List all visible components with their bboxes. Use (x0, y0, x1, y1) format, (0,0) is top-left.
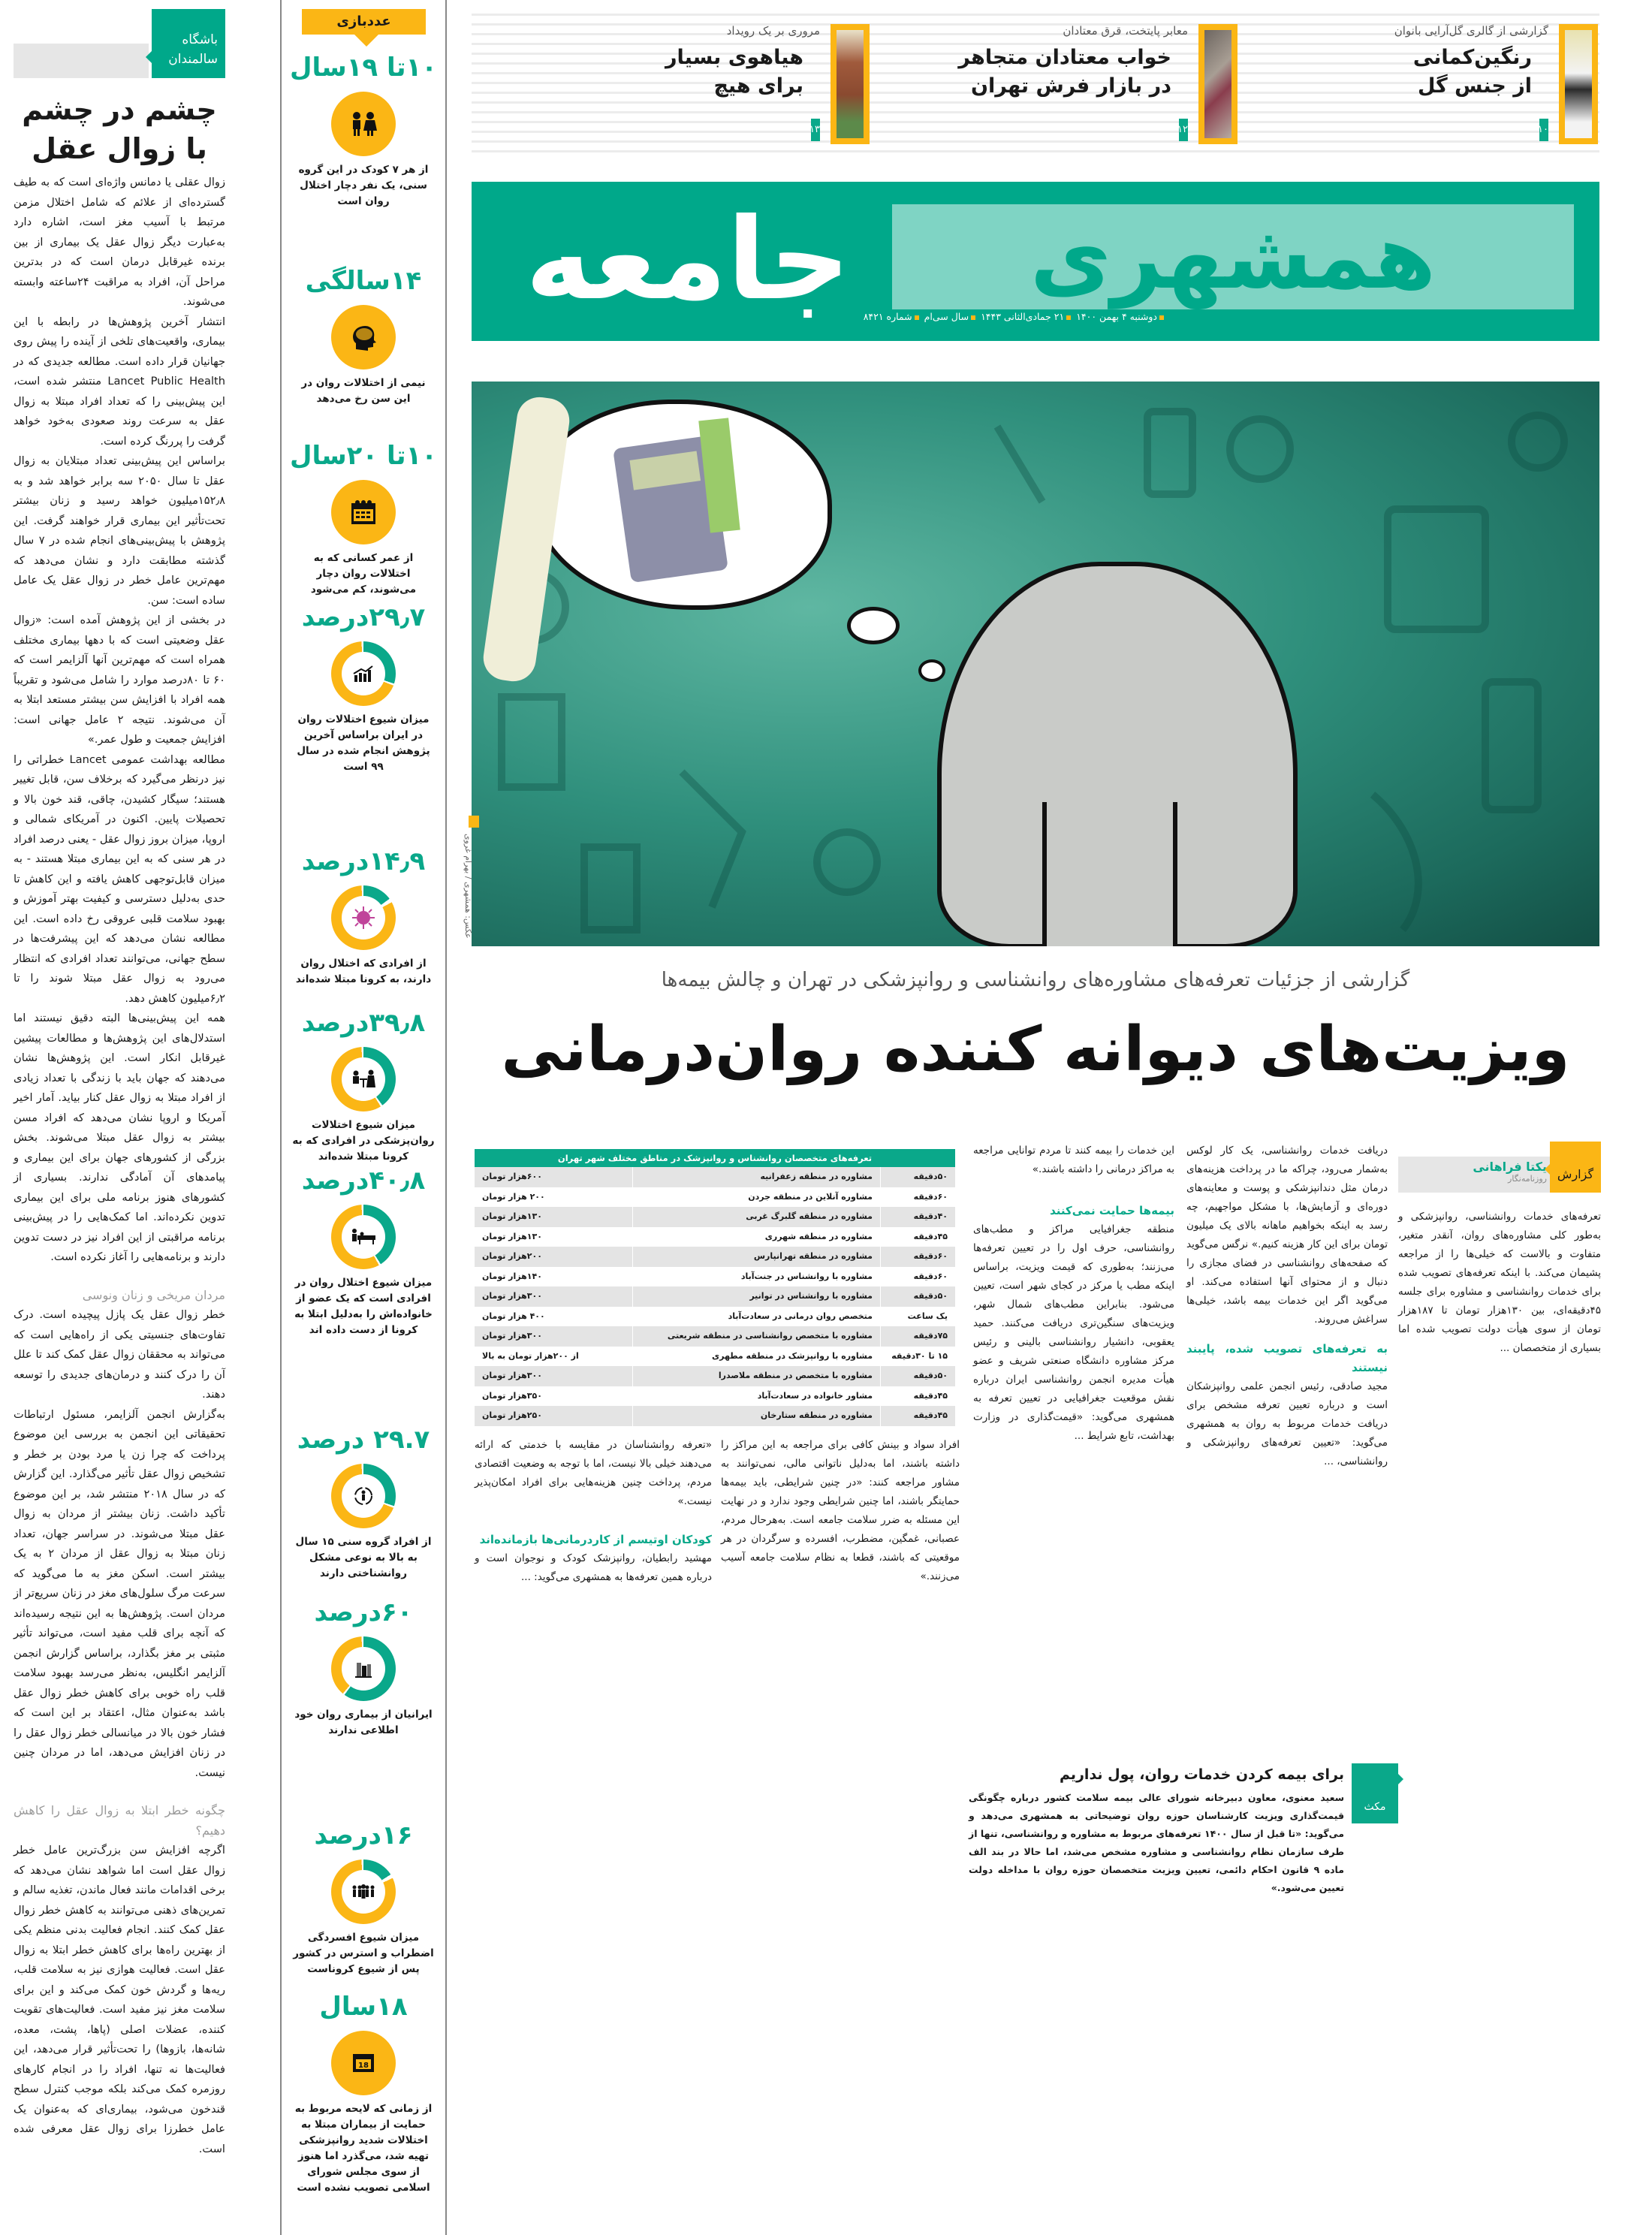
table-title: تعرفه‌های متخصصان روانشناس و روانپزشک در مناطق مختلف شهر تهران (475, 1149, 955, 1167)
teaser-headline-line2: برای هیچ (713, 74, 803, 98)
paragraph: به‌گزارش انجمن آلزایمر، مسئول ارتباطات تحقیقاتی این انجمن به بررسی این موضوع پرداخت که چرا زن یا مرد بودن بر خطر و تشخیص زوال عقل تأثیر می‌گذارد. این گزارش که در سال ۲۰۱۸ منتشر شد، بر این موضوع تأکید داشت. زنان بیشتر از مردان به زوال عقل مبتلا می‌شوند. در سراسر جهان، تعداد زنان مبتلا به زوال عقل از مردان ۲ به یک بیشتر است. اسکن مغز به ما می‌گوید که سرعت مرگ سلول‌های مغز در زنان سریع‌تر از مردان است. پژوهش‌ها به این نتیجه رسیده‌اند که آنچه برای قلب مفید است، می‌تواند تأثیر مثبتی بر مغز بگذارد، براساس گزارش انجمن آلزایمر انگلیس، به‌نظر می‌رسد بهبود سلامت قلب راه خوبی برای کاهش خطر زوال عقل باشد به‌عنوان مثال، اعتقاد بر این است که فشار خون بالا در میانسالی خطر زوال عقل را در زنان افزایش می‌دهد، اما در مردان چنین نیست. (14, 1407, 225, 1779)
box-body: سعید معنوی، معاون دبیرخانه شورای عالی بیمه سلامت کشور درباره چگونگی قیمت‌گذاری ویزیت کارشناسان حوزه روان توضیحاتی به همشهری می‌دهد و می‌گوید: «تا قبل از سال ۱۴۰۰ تعرفه‌های مربوط به مشاوره و روانشناسی، تنها از طرف سازمان نظام روانشناسی و مشاوره مشخص می‌شد، اما حالا در بند الف ماده ۹ قانون احکام دائمی، تعیین ویزیت متخصصان حوزه روان با مداخله دولت تعیین می‌شود.» (969, 1792, 1344, 1893)
subheading: به تعرفه‌های تصویب شده، پایبند نیستند (1186, 1342, 1388, 1374)
stat-item (282, 264, 445, 407)
table-row: ۱۵ تا ۳۰دقیقه مشاوره با روانپزشک در منطقه مطهری از ۲۰۰هزار تومان به بالا (475, 1347, 955, 1367)
paragraph: تعرفه‌های خدمات روانشناسی، روانپزشکی و به‌طور کلی مشاوره‌های روان، آنقدر متغیر، متفاوت و بالاست که خیلی‌ها را از مراجعه پشیمان می‌کند. با اینکه تعرفه‌های تصویب شده برای خدمات روانشناسی و مشاوره برای جلسه ۴۵دقیقه‌ای، بین ۱۳۰هزار تومان تا ۱۸۷هزار تومان از سوی هیأت دولت تصویب شده اما بسیاری از متخصصان ... (1398, 1211, 1601, 1354)
thought-bubble-tiny (918, 659, 945, 682)
paragraph: مهشید رابطیان، روانپزشک کودک و نوجوان است و درباره همین تعرفه‌ها به همشهری می‌گوید: ... (475, 1552, 712, 1583)
stat-value: ۳۹٫۸درصد (301, 1008, 426, 1038)
svg-text:18: 18 (358, 2062, 369, 2070)
stat-description: از افرادی که اختلال روان دارند، به کرونا مبتلا شده‌اند (295, 958, 432, 985)
article-column-2 (1186, 1142, 1388, 1471)
stat-item (282, 845, 445, 988)
left-article-title: چشم در چشم با زوال عقل (22, 93, 217, 165)
table-row: یک ساعت متخصص روان درمانی در سعادت‌آباد ۴۰۰ هزار تومان (475, 1307, 955, 1327)
calendar-18-icon (331, 2031, 396, 2095)
table-row: ۴۰دقیقه مشاوره در منطقه گلبرگ غربی ۱۳۰هزار تومان (475, 1207, 955, 1227)
teaser-item[interactable] (1298, 24, 1598, 144)
stat-value: ۲۹٫۷درصد (301, 602, 426, 632)
box-tag: مکث (1352, 1763, 1398, 1823)
percentage-ring (331, 641, 396, 706)
dateline-date: دوشنبه ۴ بهمن ۱۴۰۰ (1076, 311, 1157, 322)
stat-description: ایرانیان از بیماری روان خود اطلاعی ندارند (294, 1709, 433, 1736)
tariff-table (475, 1149, 955, 1426)
paragraph: دریافت خدمات روانشناسی، یک کار لوکس به‌شمار می‌رود، چراکه ما در پرداخت هزینه‌های درمان مثل دندانپزشکی و پوست و معاینه‌های دوره‌ای و آزمایش‌ها، با مشکل مواجهیم، چه رسد به اینکه بخواهیم ماهانه بالای یک میلیون تومان برای این کار هزینه کنیم.» نرگس می‌گوید که صفحه‌های روانشناسی در فضای مجازی را دنبال و از محتوای آنها استفاده می‌کند. او می‌گوید اگر این خدمات بیمه باشد، خیلی‌ها سراغش می‌روند. (1186, 1145, 1388, 1326)
percentage-ring (331, 1047, 396, 1111)
stat-value: ۶۰درصد (314, 1597, 413, 1627)
stat-description: از افراد گروه سنی ۱۵ سال به بالا به نوعی مشکل روانشناختی دارند (295, 1536, 432, 1579)
stat-item (282, 1006, 445, 1165)
teaser-headline (1413, 44, 1532, 101)
sidebar-box (969, 1766, 1386, 1897)
teaser-headline-line2: در بازار فرش تهران (970, 74, 1171, 98)
paragraph: انتشار آخرین پژوهش‌ها در رابطه با این بیماری، واقعیت‌های تلخی از آینده را پیش روی جهانیان قرار داده است. مطالعه جدیدی که در Lancet Public Health منتشر شده است، این پیش‌بینی را که تعداد افراد مبتلا به زوال عقل به سرعت روند صعودی به‌خود خواهد گرفت را پررنگ کرده است. (14, 315, 225, 448)
masthead (472, 182, 1599, 341)
teaser-item[interactable] (539, 24, 870, 144)
stat-item (282, 1819, 445, 1977)
photo-credit-marker (469, 816, 479, 828)
stat-item (282, 1596, 445, 1739)
paragraph: منطقه جغرافیایی مراکز و مطب‌های روانشناسی، حرف اول را در تعیین تعرفه‌ها می‌زنند؛ به‌طوری که قیمت ویزیت، براساس اینکه مطب یا مرکز در کجای شهر است، تعیین می‌شود. بنابراین مطب‌های شمال شهر، ویزیت‌های سنگین‌تری دریافت می‌کنند. حمید یعقوبی، دانشیار روانشناسی بالینی و رئیس مرکز مشاوره دانشگاه صنعتی شریف و عضو هیأت مدیره انجمن روانشناسی ایران درباره نقش موقعیت جغرافیایی در تعیین تعرفه به همشهری می‌گوید: «قیمت‌گذاری در وزارت بهداشت، تابع شرایط ... (973, 1223, 1174, 1442)
table-row: ۵۰دقیقه مشاوره با روانشناس در توانیر ۳۰۰هزار تومان (475, 1286, 955, 1307)
dateline-issue: شماره ۸۴۲۱ (863, 311, 912, 322)
article-column-5 (721, 1436, 960, 1586)
stat-value: ۴۰٫۸درصد (301, 1166, 426, 1196)
teasers-bar (472, 0, 1652, 165)
teaser-photo (831, 24, 870, 144)
paragraph: زوال عقلی یا دمانس واژه‌ای است که به طیف گسترده‌ای از علائم که شامل اختلال مزمن مرتبط با آسیب مغز است، اشاره دارد به‌عبارت دیگر زوال عقل یک بیماری از بین برنده غیرقابل درمان است که در بدترین مراحل آن، افراد به مراقبت ۲۴ساعته وابسته می‌شوند. (14, 176, 225, 308)
stat-description: نیمی از اختلالات روان در این سن رخ می‌دهد (301, 377, 426, 405)
percentage-ring (331, 885, 396, 950)
stat-item (282, 1164, 445, 1338)
paragraph: همه این پیش‌بینی‌ها البته دقیق نیستند اما استدلال‌های این پژوهش‌ها و مطالعات پیشین غیرقابل انکار است. این پژوهش‌ها نشان می‌دهند که جهان باید با زندگی با تعداد زیادی از افراد مبتلا به زوال عقل کنار بیاید. آمار اخیر آمریکا و اروپا نشان می‌دهد که افراد مسن بیشتر به زوال عقل مبتلا می‌شوند. بخش بزرگی از کشورهای جهان برای این بیماری و پیامدهای آن آمادگی ندارند. بسیاری از کشورهای هنوز برنامه ملی برای این بیماری تدوین نکرده‌اند. اما کمک‌هایی را در پیش‌بینی برنامه مراقبتی از این افراد نیز در دست تدوین دارند و برنامه‌هایی را آغاز نکرده است. (14, 1012, 225, 1263)
stat-value: ۱۰تا ۲۰سال (289, 441, 438, 471)
page-number-badge: ۱۲ (1179, 119, 1188, 141)
table-row: ۴۵دقیقه مشاوره در منطقه شهرری ۱۳۰هزار تومان (475, 1227, 955, 1247)
stat-item (282, 601, 445, 775)
page-number-badge: ۱۳ (811, 119, 820, 141)
stat-item (282, 439, 445, 598)
masthead-section-name: جامعه (525, 195, 851, 325)
dateline-year: سال سی‌ام (924, 311, 969, 322)
percentage-ring (331, 1205, 396, 1269)
stat-description: میزان شیوع اختلال روان در افرادی است که یک عضو از خانواده‌اش را به‌دلیل ابتلا به کرونا از دست داده اند (294, 1277, 433, 1336)
subheading: بیمه‌ها حمایت نمی‌کنند (1050, 1204, 1174, 1217)
table-row: ۴۵دقیقه مشاوره در منطقه ستارخان ۲۵۰هزار تومان (475, 1406, 955, 1426)
article-headline: ویزیت‌های دیوانه کننده روان‌درمانی (501, 1014, 1570, 1085)
paragraph: مجید صادقی، رئیس انجمن علمی روانپزشکان است و درباره تعیین تعرفه مشخص برای دریافت خدمات مربوط به روان به همشهری می‌گوید: «تعیین تعرفه‌های روانپزشکی و روانشناسی، ... (1186, 1380, 1388, 1467)
box-headline: برای بیمه کردن خدمات روان، پول نداریم (1059, 1766, 1344, 1783)
page-number-badge: ۱۰ (1539, 119, 1548, 141)
teaser-headline (665, 44, 803, 101)
paragraph: «تعرفه روانشناسان در مقایسه با خدمتی که ارائه می‌دهند خیلی بالا نیست، اما با توجه به وضعیت اقتصادی مردم، پرداخت چنین هزینه‌هایی برای افراد امکان‌پذیر نیست.» (475, 1439, 712, 1507)
stat-value: ۱۶درصد (314, 1820, 413, 1850)
stat-item (282, 1990, 445, 2196)
percentage-ring (331, 1464, 396, 1528)
calendar-icon (331, 480, 396, 544)
section-tag-line1: باشگاه (182, 32, 218, 47)
stat-description: از زمانی که لایحه مربوط به حمایت از بیماران مبتلا به اختلالات شدید روانپزشکی تهیه شد، می‌گذرد اما هنوز از سوی مجلس شورای اسلامی تصویب نشده است (294, 2103, 433, 2194)
brain-head-icon (331, 305, 396, 369)
masthead-brand: همشهری (1029, 205, 1436, 309)
article-column-1 (1398, 1208, 1601, 1358)
table-row: ۷۵دقیقه مشاوره با متخصص روانشناسی در منطقه شریعتی ۳۰۰هزار تومان (475, 1326, 955, 1347)
stat-description: میزان شیوع افسردگی اضطراب و استرس در کشور پس از شیوع کروناست (293, 1932, 434, 1975)
dateline-hijri: ۲۱ جمادی‌الثانی ۱۴۴۳ (981, 311, 1065, 322)
teaser-photo (1198, 24, 1237, 144)
byline (1398, 1142, 1601, 1194)
stat-description: میزان شیوع اختلالات روان‌پزشکی در افرادی که به کرونا مبتلا شده‌اند (292, 1119, 435, 1163)
stat-value: ۱۸سال (319, 1992, 408, 2022)
teaser-photo (1559, 24, 1598, 144)
teaser-headline-line1: رنگین‌کمانی (1412, 46, 1532, 69)
subheading: مردان مریخی و زنان ونوسی (82, 1287, 225, 1302)
teaser-kicker: معابر پایتخت، قرق معتادان (1063, 24, 1188, 38)
teaser-item[interactable] (937, 24, 1237, 144)
group-icon (342, 1870, 385, 1914)
section-label: گزارش (1550, 1142, 1601, 1193)
article-column-3 (973, 1142, 1174, 1446)
section-tag-line2: سالمندان (168, 52, 218, 67)
paragraph: خطر زوال عقل یک پازل پیچیده است. درک تفاوت‌های جنسیتی یکی از راه‌هایی است که می‌تواند به محققان زوال عقل کمک کند تا علل آن را درک کنند و درمان‌های جدیدی را توسعه دهند. (14, 1308, 225, 1401)
section-tag (14, 9, 225, 78)
paragraph: اگرچه افزایش سن بزرگ‌ترین عامل خطر زوال عقل است اما شواهد نشان می‌دهد که برخی اقدامات مانند فعال ماندن، تغذیه سالم و تمرین‌های ذهنی می‌توانند به کاهش خطر زوال عقل کمک کنند. انجام فعالیت بدنی منظم یکی از بهترین راه‌ها برای کاهش خطر ابتلا به زوال عقل است. فعالیت هوازی نیز به سلامت قلب، ریه‌ها و گردش خون کمک می‌کند و این برای سلامت مغز نیز مفید است. فعالیت‌های تقویت کننده، عضلات اصلی (پاها، پشت، معده، شانه‌ها، بازوها) را تحت‌تأثیر قرار می‌دهد، این فعالیت‌ها نه تنها، افراد را در انجام کارهای روزمره کمک می‌کند بلکه موجب کنترل سطح قندخون می‌شود، بیماری‌ای که به‌عنوان یک عامل خطرزا برای زوال عقل معرفی شده است. (14, 1844, 225, 2155)
author-name: یکتا فراهانی (1473, 1160, 1547, 1174)
article-column-4 (475, 1436, 712, 1587)
subheading: چگونه خطر ابتلا به زوال عقل را کاهش دهیم؟ (14, 1803, 225, 1838)
person-cycle-icon (342, 1474, 385, 1518)
section-tag-bar (14, 44, 149, 78)
subheading: کودکان اوتیسم از کاردرمانی‌ها بازمانده‌اند (479, 1533, 712, 1546)
stat-item (282, 1423, 445, 1582)
stat-value: ۲۹.۷ درصد (297, 1425, 430, 1455)
table-body (475, 1167, 955, 1426)
children-icon (331, 92, 396, 156)
left-article-body (14, 173, 225, 2159)
stat-description: از عمر کسانی که به اختلالات روان دچار می‌شوند، کم می‌شود (310, 552, 417, 596)
paragraph: افراد سواد و بینش کافی برای مراجعه به این مراکز را داشته باشند، اما به‌دلیل ناتوانی مالی، نمی‌توانند به مشاور مراجعه کنند: «در چنین شرایطی، باید بیمه‌ها حمایتگر باشند، اما چنین شرایطی وجود ندارد و در نهایت این مسئله به ضرر سلامت جامعه است. به‌هرحال مردم، عصبانی، غمگین، مضطرب، افسرده و سرگردان در هر موقعیتی که باشند، قطعا به نظام سلامت جامعه آسیب می‌زنند.» (721, 1439, 960, 1582)
thought-bubble-small (847, 607, 900, 644)
photo-credit: عکس: همشهری / بهرام غروی (463, 834, 473, 939)
buildings-icon (342, 1647, 385, 1691)
hospital-bed-icon (342, 1215, 385, 1259)
teaser-kicker: مروری بر یک رویداد (726, 24, 820, 38)
paragraph: براساس این پیش‌بینی تعداد مبتلایان به زوال عقل تا سال ۲۰۵۰ سه برابر خواهد شد و به ۱۵۲٫۸میلیون خواهد رسید و زنان بیشتر تحت‌تأثیر این بیماری قرار خواهند گرفت. این پژوهش با پیش‌بینی‌های انجام شده در ۷ سال گذشته مطابقت دارد و نشان می‌دهد که مهم‌ترین عامل خطر در زوال عقل یک عامل ساده است: سن. (14, 454, 225, 607)
table-row: ۵۰دقیقه مشاوره در منطقه زعفرانیه ۶۰۰هزار تومان (475, 1167, 955, 1187)
teaser-kicker: گزارشی از گالری گل‌آرایی بانوان (1394, 24, 1548, 38)
virus-icon (342, 896, 385, 940)
stat-value: ۱۴٫۹درصد (301, 846, 426, 876)
teaser-headline-line1: هیاهوی بسیار (665, 46, 803, 69)
stat-value: ۱۴سالگی (305, 266, 422, 296)
silhouette-neck (1042, 802, 1177, 946)
paragraph: این خدمات را بیمه کنند تا مردم توانایی مراجعه به مراکز درمانی را داشته باشند.» (973, 1145, 1174, 1175)
growth-chart-icon (342, 652, 385, 695)
table-row: ۶۰دقیقه مشاوره آنلاین در منطقه جردن ۲۰۰ هزار تومان (475, 1187, 955, 1208)
table-row: ۶۰دقیقه مشاوره در منطقه تهرانپارس ۲۰۰هزار تومان (475, 1247, 955, 1267)
consultation-icon (342, 1057, 385, 1101)
percentage-ring (331, 1859, 396, 1924)
stat-value: ۱۰تا ۱۹سال (289, 53, 438, 83)
table-row: ۵۰دقیقه مشاوره با متخصص در منطقه ملاصدرا ۳۰۰هزار تومان (475, 1366, 955, 1386)
stat-item (282, 51, 445, 210)
section-tag-label (152, 9, 225, 78)
teaser-headline-line2: از جنس گل (1417, 74, 1532, 98)
numbers-column (280, 0, 447, 2235)
article-kicker: گزارشی از جزئیات تعرفه‌های مشاوره‌های روانشناسی و روانپزشکی در تهران و چالش بیمه‌ها (661, 969, 1410, 991)
numbers-tag: عددبازی (302, 9, 426, 35)
table-row: ۶۰دقیقه مشاوره با روانشناس در جنت‌آباد ۱۴۰هزار تومان (475, 1267, 955, 1287)
paragraph: مطالعه بهداشت عمومی Lancet خطراتی را نیز درنظر می‌گیرد که برخلاف سن، قابل تغییر هستند؛ سیگار کشیدن، چاقی، قند خون بالا و تحصیلات پایین. اکنون در آمریکای شمالی و اروپا، میزان بروز زوال عقل - یعنی درصد افراد در هر سنی که به این بیماری مبتلا هستند - به میزان قابل‌توجهی کاهش یافته و این کاهش تا حدی به‌دلیل دسترسی و کیفیت بهتر آموزش و بهبود سلامت قلبی عروقی رخ داده است. این مطالعه نشان می‌دهد که این پیشرفت‌ها در سطح جهانی، می‌توانند تعداد افرادی که انتظار می‌رود به زوال عقل مبتلا شوند را تا ۶٫۲میلیون کاهش دهد. (14, 753, 225, 1005)
left-column-elderly-club (14, 0, 225, 2235)
stat-description: میزان شیوع اختلالات روان در ایران براساس آخرین پژوهش انجام شده در سال ۹۹ است (297, 713, 430, 773)
paragraph: در بخشی از این پژوهش آمده است: «زوال عقل وضعیتی است که با دهها بیماری مختلف همراه است که مهم‌ترین آنها آلزایمر است که ۶۰ تا ۸۰درصد موارد را شامل می‌شود و تقریباً همه افراد با افزایش سن بیشتر مستعد ابتلا به آن می‌شوند. نتیجه ۲ عامل جهانی است: افزایش جمعیت و طول عمر.» (14, 614, 225, 746)
teaser-headline-line1: خواب معتادان متجاهر (958, 46, 1171, 69)
hero-illustration (472, 382, 1599, 946)
byline-author-box (1398, 1157, 1556, 1193)
author-role: روزنامه‌نگار (1508, 1174, 1547, 1184)
percentage-ring (331, 1636, 396, 1701)
dateline (863, 311, 1166, 322)
teaser-headline (958, 44, 1171, 101)
stat-description: از هر ۷ کودک در این گروه سنی، یک نفر دچار اختلال روان است (298, 164, 429, 207)
table-row: ۴۵دقیقه مشاور خانواده در سعادت‌آباد ۳۵۰هزار تومان (475, 1386, 955, 1407)
